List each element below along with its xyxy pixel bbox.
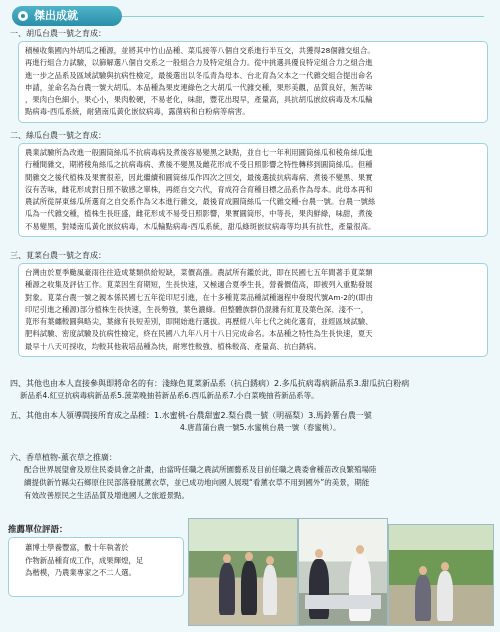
section-luffa [10, 130, 490, 237]
recommender-comment [8, 537, 184, 597]
recommender-title: 推薦單位評語： [8, 525, 68, 535]
body-line: 印尼引進之種源)部分植株生長快速，生長勢強，葉色濃綠。但整體族群仍混雜有紅莧及葉色深、淺不一， [25, 304, 369, 314]
section-heading: 五、其他由本人領導間接所育成之品種：1.水蜜桃-台農甜蜜2.梨台農一號（明福梨）3.馬鈴薯台農一號 [10, 411, 372, 420]
section-line: 4.唐菖蒲台農一號5.水蜜桃台農一號（春蜜桃）。 [180, 423, 341, 432]
section-line: 續提供新竹縣尖石鄉原住民部落發展薰衣草，並已成功地向國人展現“看薰衣草不用到國外”的美景，期能 [24, 478, 370, 487]
body-line: 間雜交之後代植株及果實很差，因此繼續和圓筒絲瓜作四次之回交，最後選拔抗病毒病、煮後不變黑、果實 [25, 172, 373, 182]
section-line: 有效改善原民之生活品質及增進國人之旅遊景點。 [24, 491, 189, 500]
body-line: 對象。莧菜台農一號之親本係民國七五年從印尼引進，在十多種莧菜品種試種過程中發現代號Am-2的(即由 [25, 292, 374, 302]
bullet-icon [18, 11, 28, 21]
body-line: 沒有苦味，雌花形成對日照不敏感之單株，再經自交六代，育成符合育種目標之品系作為母本。此母本再和 [25, 184, 373, 194]
body-line: 農試所從屏東絲瓜所選育之自交系作為父本進行雜交，最後育成圓筒絲瓜一代雜交種-台農一號。台農一號絲 [25, 197, 376, 207]
body-line: 最早十八天可採收，均較其他栽培品種為快，耐寒性較強、植株較高、產量高、抗白銹病。 [25, 341, 321, 351]
field-visit-photo [188, 518, 298, 626]
achievement-badge [12, 6, 122, 26]
comment-line: 蕭博士學養豐富，數十年執著於 [25, 543, 129, 552]
body-line: ，果肉白色細小，果心小，果肉較硬，不易老化，味甜，豐花出現早，產量高，具抗胡瓜嵌紋病毒及木瓜輪 [25, 95, 373, 105]
body-line: 申請，並命名為台農一號大胡瓜。本品種為果皮連綠色之大胡瓜一代雜交種，果形美觀，品質良好，無苦味 [25, 82, 373, 92]
section-amaranth [10, 250, 490, 357]
body-line: 肥料試驗、密度試驗及抗病性檢定，終在民國八九年八月十八日完成命名。本品種之特性為生長快速，夏天 [25, 329, 373, 339]
body-line: 再進行組合力試驗，以篩解選八個自交系之一般組合力及特定組合力。從中挑選具優良特定組合力之組合進 [25, 58, 373, 68]
section-heading: 六、香草植物-薰衣草之推廣： [10, 453, 117, 462]
section-body [18, 143, 488, 237]
section-line: 配合世界展望會及原住民委員會之計畫，由當時任職之農試所園藝系及目前任職之農委會種苗改良繁殖場陸 [24, 465, 377, 474]
section-heading: 四、其他也由本人直接參與即將命名的有：淺綠色莧菜新品系（抗白銹病）2.多瓜抗病毒病新品系3.甜瓜抗白粉病 [10, 379, 410, 388]
section-heading: 三、莧菜台農一號之育成： [10, 251, 106, 260]
section-body [18, 41, 488, 123]
section-line: 新品系4.紅豆抗病毒病新品系5.菠菜晚抽苔新品系6.西瓜新品系7.小白菜晚抽苔新品系等。 [20, 391, 319, 400]
body-line: 行種間雜交，期將稜角絲瓜之抗病毒病、煮後不變黑及雌花形成不受日照影響之特性轉移到圓筒絲瓜。但種 [25, 160, 373, 170]
section-heading: 一、胡瓜台農一號之育成： [10, 29, 106, 38]
section-led-varieties [10, 410, 490, 434]
section-body [18, 263, 488, 357]
body-line: 點病毒-西瓜系統，耐猪南瓜黃化嵌紋病毒，露菌病和白粉病等病害。 [25, 107, 250, 117]
body-line: 農業試驗所為改進一般圓筒絲瓜不抗病毒病及煮後容易變黑之缺點，並自七一年利用圓筒絲瓜和稜角絲瓜進 [25, 148, 373, 157]
body-line: 積極收集國內外胡瓜之種源，並將其中竹山品種、菜瓜接等八個自交系進行半互交，共獲得28個雜交組合。 [25, 46, 375, 55]
comment-line: 作物新品種育成工作，成果輝煌，足 [25, 555, 144, 565]
greenhouse-photo [388, 524, 494, 626]
body-line: 不易變黑，對矮南瓜黃化嵌紋病毒，木瓜輪點病毒-西瓜系統，甜瓜綠斑嵌紋病毒等均具有抗性，產量很高。 [25, 221, 376, 231]
section-cucumber [10, 28, 490, 123]
body-line: 莧形有葉纏較圓與略尖，葉緣有長短差別，即開始進行選拔。再歷經八年七代之純化選育，並經區域試驗、 [25, 317, 373, 327]
body-line: 種源之收集及評估工作。莧菜因生育期短，生長快速，又極適合夏季生長，營養價值高，即被列入重點發展 [25, 280, 373, 290]
comment-line: 為楷模，乃農業專家之不二人選。 [25, 568, 136, 577]
body-line: 進一步之品系及區域試驗與抗病性檢定，最後選出以冬瓜青為母本、台北育為父本之一代雜交組合提出命名 [25, 70, 373, 80]
badge-label: 傑出成就 [34, 9, 78, 22]
header-rule [122, 16, 484, 17]
lab-visit-photo [298, 518, 388, 626]
body-line: 台灣由於夏季颱風豪雨往往造成葉類供給短缺，菜價高漲。農試所有鑑於此，即在民國七五年間著手莧菜類 [25, 268, 373, 277]
section-other-varieties [10, 378, 490, 402]
body-line: 瓜為一代雜交種，植株生長旺盛，雌花形成不易受日照影響，果實圓筒形，中等長，果肉鮮綠，味甜，煮後 [25, 209, 373, 219]
section-lavender [10, 452, 490, 502]
section-heading: 二、絲瓜台農一號之育成： [10, 131, 106, 140]
